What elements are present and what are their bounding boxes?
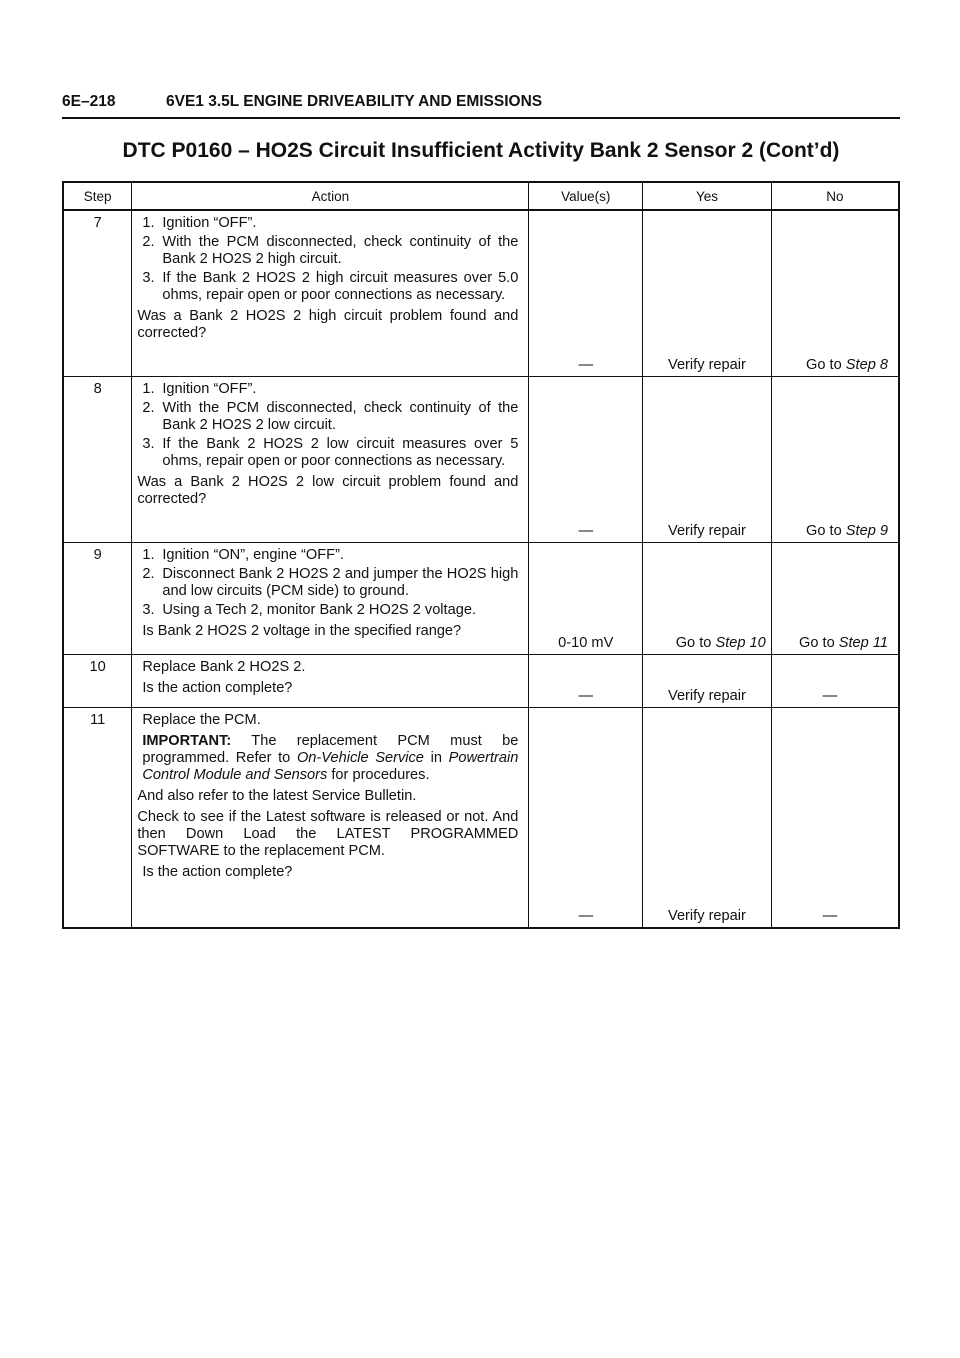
action-question: Was a Bank 2 HO2S 2 high circuit problem found and corrected? — [137, 308, 519, 341]
step-reference: Step 8 — [845, 356, 888, 373]
step-reference: Step 11 — [838, 634, 888, 651]
important-label: IMPORTANT: — [142, 732, 232, 749]
action-cell — [132, 707, 529, 928]
column-header-action: Action — [132, 182, 529, 210]
page-header — [62, 91, 900, 119]
action-item: 3. Using a Tech 2, monitor Bank 2 HO2S 2 voltage. — [142, 601, 477, 618]
action-cell — [132, 376, 529, 542]
step-reference: Step 10 — [715, 634, 766, 651]
action-question: Is the action complete? — [142, 679, 293, 696]
value-cell: — — [529, 707, 643, 928]
yes-cell: Verify repair — [643, 376, 772, 542]
column-header-step: Step — [63, 182, 132, 210]
table-header-row — [63, 182, 899, 210]
no-cell: — — [771, 707, 899, 928]
action-item: 3. If the Bank 2 HO2S 2 low circuit measures over 5 ohms, repair open or poor connections as necessary. — [142, 435, 519, 469]
action-cell — [132, 654, 529, 707]
action-item: 3. If the Bank 2 HO2S 2 high circuit measures over 5.0 ohms, repair open or poor connections as necessary. — [142, 270, 519, 303]
value-cell: — — [529, 654, 643, 707]
service-bulletin-note: And also refer to the latest Service Bulletin. — [137, 787, 417, 804]
yes-cell: Verify repair — [643, 707, 772, 928]
important-note: IMPORTANT: The replacement PCM must be programmed. Refer to On-Vehicle Service in Powertrain Control Module and Sensors for procedures. — [142, 732, 519, 783]
software-note: Check to see if the Latest software is released or not. And then Down Load the LATEST PROGRAMMED SOFTWARE to the replacement PCM. — [137, 808, 519, 859]
step-number: 11 — [63, 707, 132, 928]
table-row-step-10 — [63, 654, 899, 707]
yes-cell: Verify repair — [643, 654, 772, 707]
action-cell — [132, 542, 529, 654]
table-row-step-8 — [63, 376, 899, 542]
column-header-yes: Yes — [643, 182, 772, 210]
table-row-step-7 — [63, 210, 899, 376]
step-number: 8 — [63, 376, 132, 542]
step-number: 7 — [63, 210, 132, 376]
value-cell: 0-10 mV — [529, 542, 643, 654]
no-cell: Go to Step 11 — [771, 542, 899, 654]
no-cell: — — [771, 654, 899, 707]
section-title: 6VE1 3.5L ENGINE DRIVEABILITY AND EMISSIONS — [166, 93, 543, 110]
action-question: Was a Bank 2 HO2S 2 low circuit problem found and corrected? — [137, 473, 519, 507]
page-title: DTC P0160 – HO2S Circuit Insufficient Activity Bank 2 Sensor 2 (Cont’d) — [122, 139, 840, 162]
action-question: Is Bank 2 HO2S 2 voltage in the specified range? — [142, 622, 462, 639]
action-item: 2. With the PCM disconnected, check continuity of the Bank 2 HO2S 2 low circuit. — [142, 399, 519, 433]
column-header-values: Value(s) — [529, 182, 643, 210]
no-cell: Go to Step 9 — [771, 376, 899, 542]
action-question: Is the action complete? — [142, 863, 293, 880]
column-header-no: No — [771, 182, 899, 210]
no-cell: Go to Step 8 — [771, 210, 899, 376]
yes-cell: Verify repair — [643, 210, 772, 376]
table-row-step-9 — [63, 542, 899, 654]
action-item: 2. Disconnect Bank 2 HO2S 2 and jumper the HO2S high and low circuits (PCM side) to ground. — [142, 565, 519, 599]
step-number: 10 — [63, 654, 132, 707]
action-item: 1. Ignition “OFF”. — [142, 215, 257, 231]
action-line: Replace Bank 2 HO2S 2. — [142, 658, 306, 675]
action-item: 1. Ignition “ON”, engine “OFF”. — [142, 546, 345, 563]
action-item: 2. With the PCM disconnected, check continuity of the Bank 2 HO2S 2 high circuit. — [142, 234, 519, 267]
table-row-step-11 — [63, 707, 899, 928]
diagnostic-table — [62, 181, 900, 929]
value-cell: — — [529, 376, 643, 542]
step-number: 9 — [63, 542, 132, 654]
action-cell — [132, 210, 529, 376]
step-reference: Step 9 — [845, 522, 888, 539]
action-item: 1. Ignition “OFF”. — [142, 380, 257, 397]
action-line: Replace the PCM. — [142, 711, 261, 728]
value-cell: — — [529, 210, 643, 376]
yes-cell: Go to Step 10 — [643, 542, 772, 654]
page-number: 6E–218 — [62, 93, 116, 110]
